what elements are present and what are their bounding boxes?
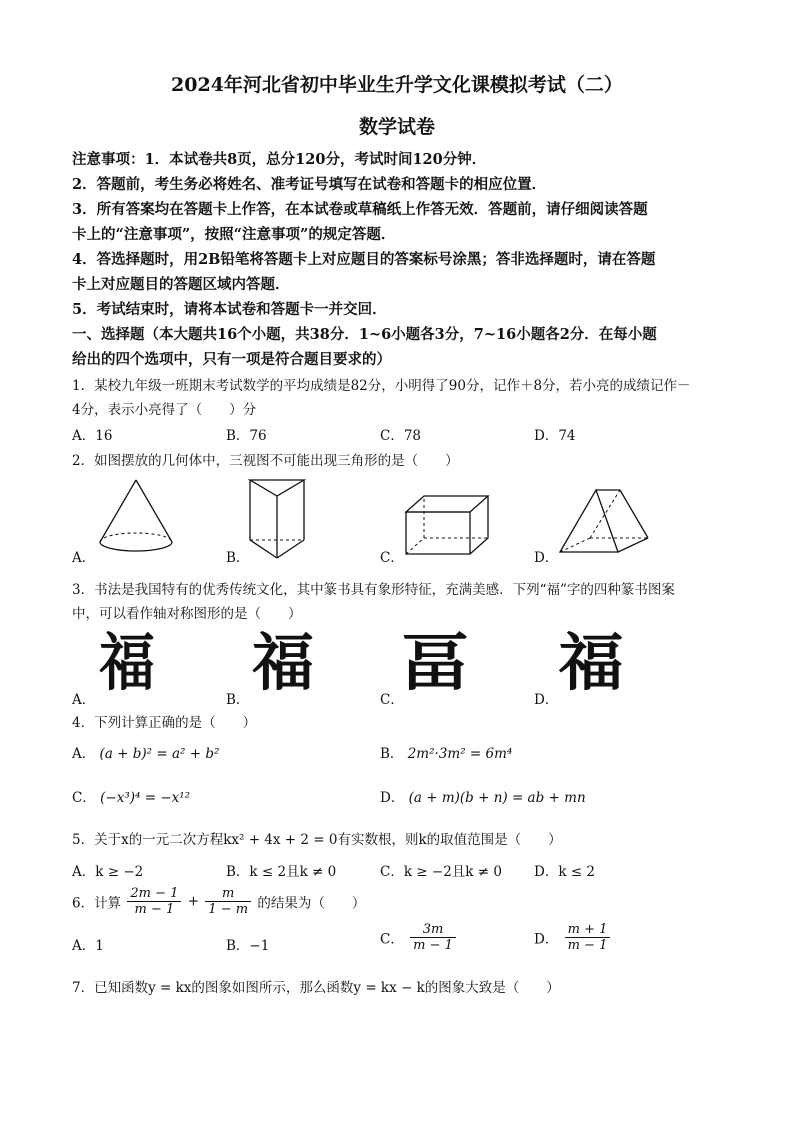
note-line-1: 注意事项：1．本试卷共8页，总分120分，考试时间120分钟． (72, 151, 487, 168)
q3-stem-line-1: 3．书法是我国特有的优秀传统文化，其中篆书具有象形特征，充满美感．下列“福”字的四种篆书图案 (72, 582, 675, 598)
cuboid-figure (402, 492, 492, 558)
q6-option-c (380, 922, 458, 953)
q4-option-b (380, 742, 512, 762)
q4-option-b-expr: 2m²·3m² = 6m⁴ (407, 746, 513, 762)
q3-label-d: D． (534, 692, 559, 708)
q4-option-c (72, 786, 190, 806)
q6-option-c-denominator: m − 1 (413, 938, 453, 953)
q5-stem: 5．关于x的一元二次方程kx² + 4x + 2 = 0有实数根，则k的取值范围是（ ） (72, 832, 562, 848)
seal-script-fu-d-glyph: 福 (558, 626, 624, 699)
exam-subtitle: 数学试卷 (358, 116, 435, 138)
q5-option-b: B．k ≤ 2且k ≠ 0 (226, 864, 337, 880)
seal-script-fu-a-glyph: 福 (99, 626, 155, 699)
q1-option-d: D．74 (534, 428, 576, 444)
seal-script-fu-b-glyph: 福 (252, 626, 315, 699)
q4-option-d (380, 786, 586, 806)
q4-option-b-label: B． (380, 746, 404, 762)
q4-option-a (72, 742, 219, 762)
q6-suffix: 的结果为（ ） (257, 895, 366, 912)
q6-option-d-numerator: m + 1 (565, 922, 611, 938)
q6-fraction-1-denominator: m − 1 (134, 902, 175, 917)
q6-prefix: 6．计算 (72, 895, 122, 912)
q4-option-a-label: A． (72, 746, 96, 762)
note-line-2: 2．答题前，考生务必将姓名、准考证号填写在试卷和答题卡的相应位置． (72, 176, 547, 193)
q5-option-c: C．k ≥ −2且k ≠ 0 (380, 864, 502, 880)
q6-option-a: A．1 (72, 938, 104, 954)
q1-stem-line-2: 4分，表示小亮得了（ ）分 (72, 402, 257, 418)
q2-label-a: A． (72, 550, 96, 566)
q1-stem-line-1: 1．某校九年级一班期末考试数学的平均成绩是82分，小明得了90分，记作＋8分，若小亮的成绩记作－ (72, 378, 691, 394)
q2-stem: 2．如图摆放的几何体中，三视图不可能出现三角形的是（ ） (72, 453, 459, 469)
q4-option-a-expr: (a + b)² = a² + b² (99, 746, 220, 762)
q1-option-a: A．16 (72, 428, 113, 444)
q6-option-d-denominator: m − 1 (567, 938, 608, 953)
exam-title: 2024年河北省初中毕业生升学文化课模拟考试（二） (171, 74, 623, 96)
q2-label-c: C． (380, 550, 404, 566)
q6-option-c-numerator: 3m (410, 922, 456, 938)
q6-option-d-label: D． (534, 931, 559, 948)
section-heading-line-2: 给出的四个选项中，只有一项是符合题目要求的） (72, 351, 391, 368)
q6-fraction-2-numerator: m (205, 886, 251, 902)
note-line-5: 4．答选择题时，用2B铅笔将答题卡上对应题目的答案标号涂黑；答非选择题时，请在答题 (72, 251, 656, 268)
q4-option-c-expr: (−x³)⁴ = −x¹² (100, 790, 191, 806)
q1-option-b: B．76 (226, 428, 267, 444)
triangular-prism-figure (246, 476, 308, 562)
q6-option-d (534, 922, 612, 953)
q3-label-a: A． (72, 692, 96, 708)
section-heading-line-1: 一、选择题（本大题共16个小题，共38分．1~6小题各3分，7~16小题各2分．在每小题 (72, 326, 657, 343)
q6-option-d-fraction (565, 922, 611, 953)
q6-stem (72, 886, 365, 917)
note-line-3: 3．所有答案均在答题卡上作答，在本试卷或草稿纸上作答无效．答题前，请仔细阅读答题 (72, 201, 648, 218)
q1-option-c: C．78 (380, 428, 422, 444)
q2-label-b: B． (226, 550, 250, 566)
q4-option-d-label: D． (380, 790, 405, 806)
q4-stem: 4．下列计算正确的是（ ） (72, 715, 257, 731)
q6-fraction-1-numerator: 2m − 1 (127, 886, 181, 902)
q5-option-d: D．k ≤ 2 (534, 864, 595, 880)
q4-option-c-label: C． (72, 790, 96, 806)
q5-option-a: A．k ≥ −2 (72, 864, 144, 880)
q6-plus: + (187, 893, 200, 910)
q3-label-c: C． (380, 692, 404, 708)
q6-option-b: B．−1 (226, 938, 270, 954)
q7-stem: 7．已知函数y = kx的图象如图所示，那么函数y = kx − k的图象大致是（ ） (72, 980, 560, 996)
q3-stem-line-2: 中，可以看作轴对称图形的是（ ） (72, 606, 302, 622)
q2-label-d: D． (534, 550, 559, 566)
q6-option-c-fraction (410, 922, 456, 953)
note-line-6: 卡上对应题目的答题区域内答题． (72, 276, 290, 293)
q6-option-c-label: C． (380, 931, 404, 948)
seal-script-fu-c-glyph: 畐 (399, 626, 471, 699)
note-line-7: 5．考试结束时，请将本试卷和答题卡一并交回． (72, 301, 387, 318)
q6-fraction-1 (127, 886, 181, 917)
q6-fraction-2 (205, 886, 251, 917)
note-line-4: 卡上的“注意事项”，按照“注意事项”的规定答题． (72, 226, 396, 243)
cone-figure (96, 476, 176, 558)
q3-label-b: B． (226, 692, 250, 708)
q6-fraction-2-denominator: 1 − m (208, 902, 249, 917)
lying-prism-figure (556, 486, 652, 558)
q4-option-d-expr: (a + m)(b + n) = ab + mn (408, 790, 586, 806)
